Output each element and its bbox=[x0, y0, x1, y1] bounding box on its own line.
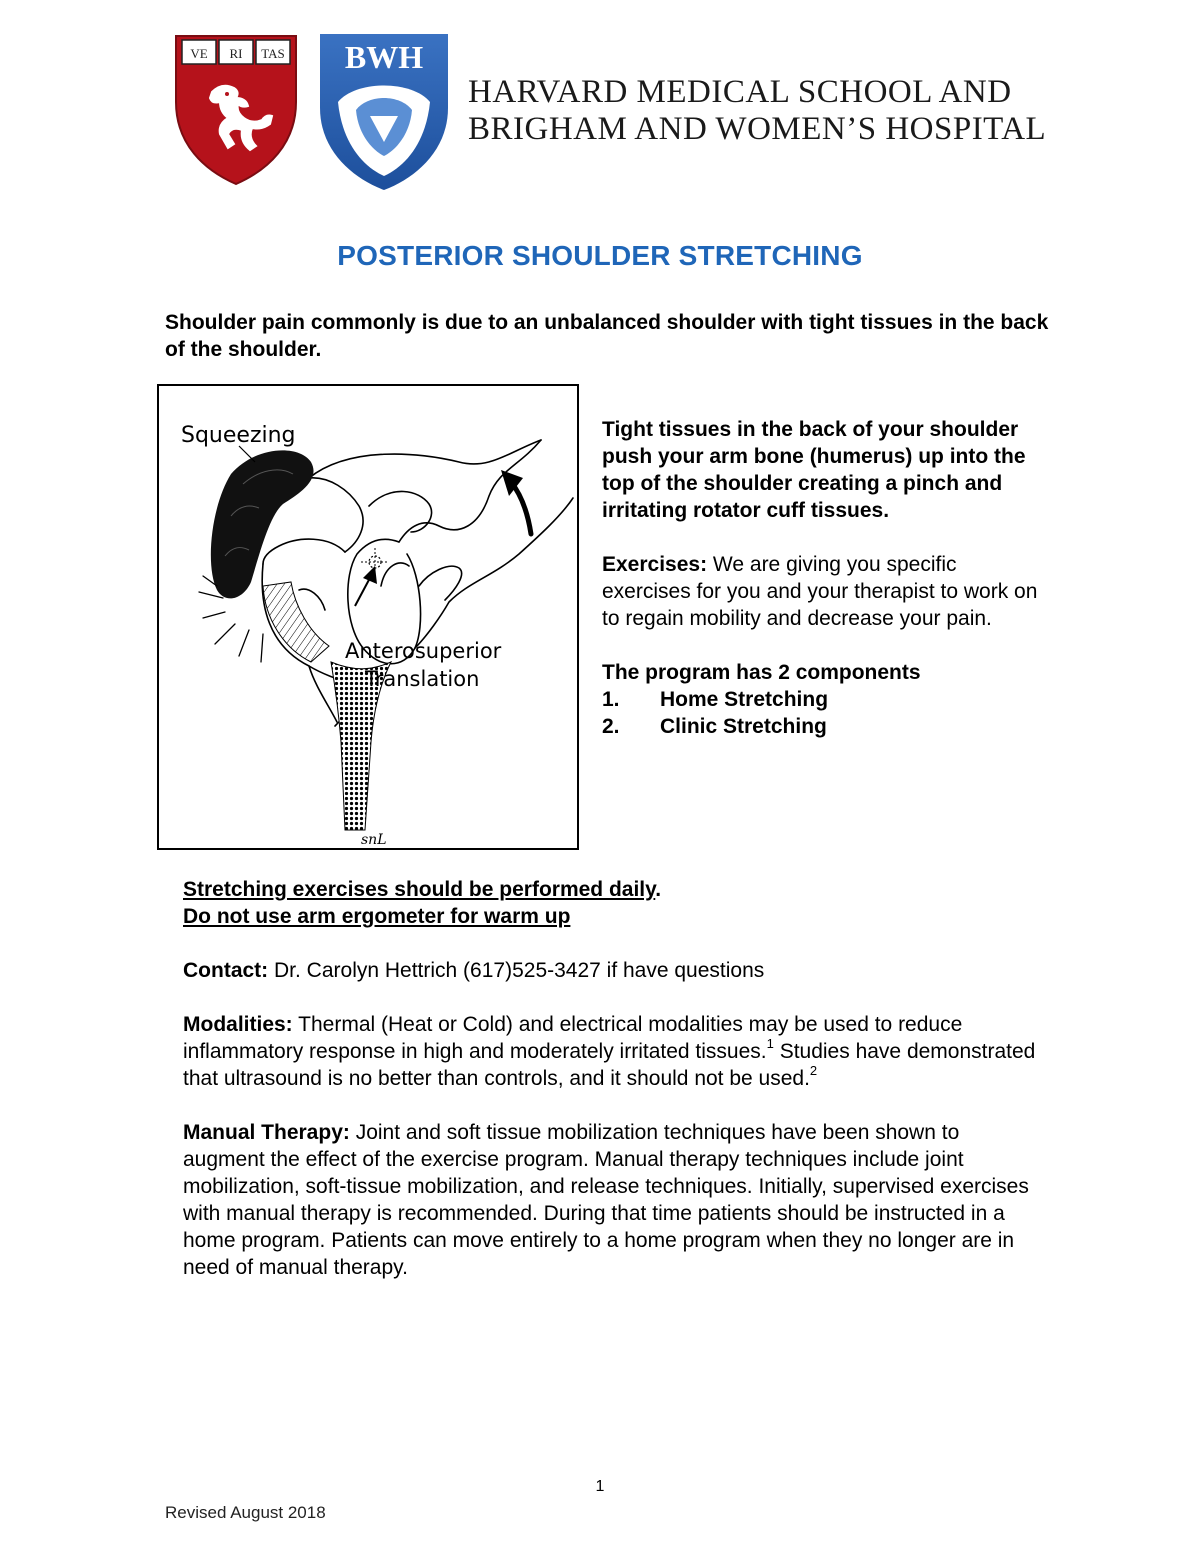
figure-signature: snL bbox=[361, 832, 387, 848]
lower-section bbox=[183, 876, 1043, 1308]
footnote-ref-2: 2 bbox=[809, 1063, 818, 1078]
list-item bbox=[602, 686, 1042, 713]
daily-period: . bbox=[655, 878, 662, 901]
modalities-text-2: Studies have demonstrated that ultrasound is no better than controls, and it should not be used. bbox=[183, 1040, 1036, 1090]
document-title: POSTERIOR SHOULDER STRETCHING bbox=[337, 240, 863, 271]
label-anterosuperior: Anterosuperior bbox=[345, 639, 502, 663]
shoulder-anatomy-drawing bbox=[159, 386, 577, 848]
org-name-line-1: HARVARD MEDICAL SCHOOL AND bbox=[468, 74, 1012, 110]
harvard-shield-logo bbox=[172, 32, 300, 188]
exercises-text: We are giving you specific exercises for you and your therapist to work on to regain mobility and decrease your pain. bbox=[602, 553, 1038, 630]
list-item bbox=[602, 713, 1042, 740]
contact-paragraph bbox=[183, 957, 1043, 984]
program-list bbox=[602, 686, 1042, 740]
intro-paragraph: Shoulder pain commonly is due to an unbalanced shoulder with tight tissues in the back of the shoulder. bbox=[165, 311, 1049, 361]
ergometer-line: Do not use arm ergometer for warm up bbox=[183, 905, 571, 928]
label-squeezing: Squeezing bbox=[181, 423, 296, 448]
exercises-paragraph bbox=[602, 551, 1042, 632]
program-heading: The program has 2 components bbox=[602, 661, 921, 684]
list-item-number: 1. bbox=[602, 688, 620, 711]
tight-tissues-paragraph: Tight tissues in the back of your shoulder push your arm bone (humerus) up into the top of the shoulder creating a pinch and irritating rotator cuff tissues. bbox=[602, 418, 1026, 522]
daily-line: Stretching exercises should be performed daily bbox=[183, 878, 656, 901]
contact-text: Dr. Carolyn Hettrich (617)525-3427 if have questions bbox=[268, 959, 765, 982]
list-item-number: 2. bbox=[602, 715, 620, 738]
motto-book-1: VE bbox=[190, 46, 208, 61]
modalities-text-1: Thermal (Heat or Cold) and electrical modalities may be used to reduce inflammatory response in high and moderately irritated tissues. bbox=[183, 1013, 963, 1063]
manual-therapy-label: Manual Therapy: bbox=[183, 1121, 350, 1144]
revised-date: Revised August 2018 bbox=[165, 1503, 326, 1522]
right-column bbox=[602, 416, 1042, 740]
bwh-shield-logo bbox=[316, 30, 452, 194]
modalities-label: Modalities: bbox=[183, 1013, 293, 1036]
warm-up-notes bbox=[183, 876, 1043, 930]
list-item-label: Clinic Stretching bbox=[660, 715, 827, 738]
modalities-paragraph bbox=[183, 1011, 1043, 1092]
exercises-label: Exercises: bbox=[602, 553, 708, 576]
page-number: 1 bbox=[595, 1478, 605, 1495]
org-name-line-2: BRIGHAM AND WOMEN’S HOSPITAL bbox=[468, 111, 1047, 147]
label-translation: Translation bbox=[365, 667, 480, 691]
manual-therapy-text: Joint and soft tissue mobilization techniques have been shown to augment the effect of the exercise program. Manual therapy techniques include joint mobilization, soft-tissue mobilization, and release techniques. Initially, supervised exercises with manual therapy is recommended. During that time patients should be instructed in a home program. Patients can move entirely to a home program when they no longer are in need of manual therapy. bbox=[183, 1121, 1029, 1279]
motto-book-3: TAS bbox=[261, 46, 285, 61]
contact-label: Contact: bbox=[183, 959, 269, 982]
footnote-ref-1: 1 bbox=[766, 1036, 774, 1051]
list-item-label: Home Stretching bbox=[660, 688, 829, 711]
shoulder-figure bbox=[157, 384, 579, 850]
manual-therapy-paragraph bbox=[183, 1119, 1043, 1281]
bwh-wordmark: BWH bbox=[344, 39, 424, 75]
motto-book-2: RI bbox=[229, 46, 243, 61]
